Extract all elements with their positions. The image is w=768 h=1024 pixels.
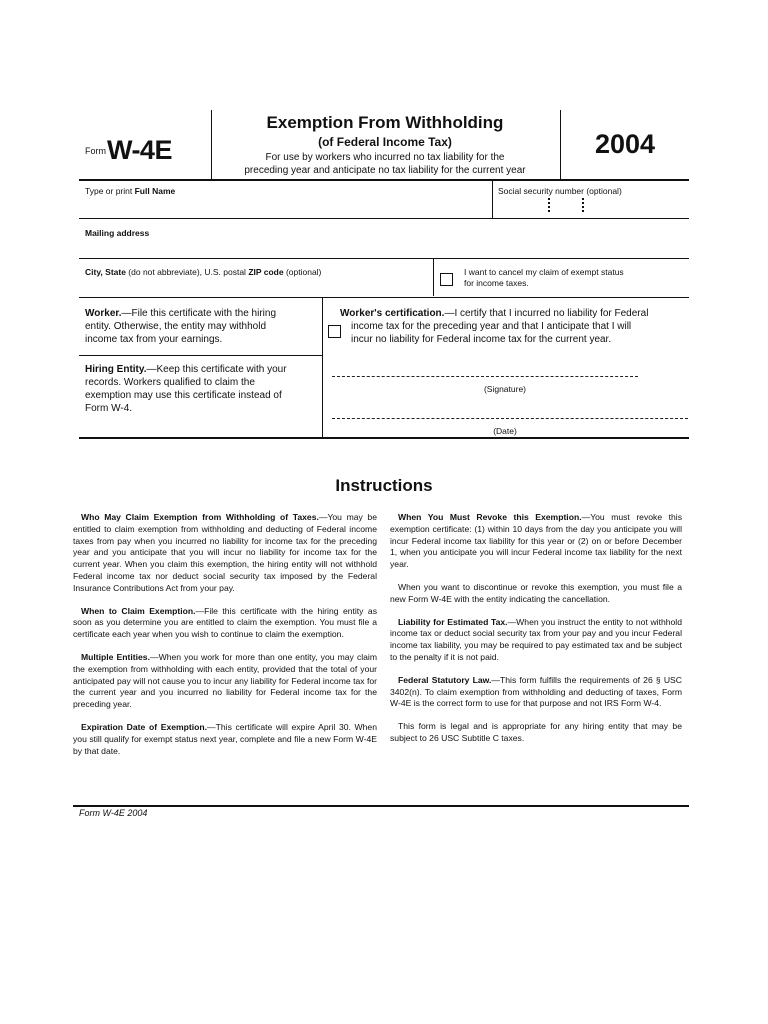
full-name-field[interactable] — [79, 181, 492, 218]
instruction-paragraph — [73, 606, 377, 641]
row-rule — [79, 297, 689, 298]
instruction-lead: When You Must Revoke this Exemption. — [398, 512, 582, 522]
date-line — [332, 418, 688, 419]
zip-code-label: ZIP code — [248, 267, 284, 277]
form-year: 2004 — [594, 129, 656, 159]
instruction-lead: Multiple Entities. — [81, 651, 150, 662]
signature-field[interactable] — [332, 360, 638, 376]
certification-divider — [322, 298, 323, 438]
ssn-separator — [582, 198, 584, 212]
form-title: Exemption From Withholding — [266, 113, 504, 132]
instruction-paragraph — [73, 652, 377, 711]
city-label-end: (optional) — [283, 267, 322, 277]
date-field[interactable] — [332, 402, 688, 418]
worker-instructions — [85, 307, 321, 346]
instruction-text: —You may be entitled to claim exemption from withholding and deducting of Federal income taxes from pay when you incurred no liability for income tax for the preceding year and you anticipate that you will incur no liability for income tax for the current year. When you claim this exemption, the hiring entity will not withhold Federal income tax nor deduct social security tax imposed by the Federal Insurance Contributions Act from your pay. — [73, 512, 377, 593]
instruction-text: When you want to discontinue or revoke this exemption, you must file a new Form W-4E with the entity indicating the cancellation. — [390, 581, 682, 604]
instruction-lead: Federal Statutory Law. — [398, 674, 492, 685]
form-label: Form — [85, 146, 106, 156]
worker-line: entity. Otherwise, the entity may withhold — [85, 321, 267, 332]
certification-line — [340, 307, 686, 320]
hiring-heading: Hiring Entity. — [85, 364, 147, 375]
form-bottom-rule — [79, 437, 689, 439]
instruction-text: —When you work for more than one entity, you may claim the exemption from withholding with each entity, provided that the total of your anticipated pay will not cause you to incur any liability for Federal income tax for the current year and you incurred no liability for Federal income tax for the preceding year. — [73, 651, 377, 710]
city-label-middle: (do not abbreviate), U.S. postal — [125, 267, 249, 277]
worker-separator — [79, 355, 322, 356]
cancel-exempt-label — [464, 267, 624, 289]
form-number: W-4E — [107, 135, 172, 165]
hiring-line: exemption may use this certificate instead of — [85, 390, 282, 401]
hiring-line-text: —Keep this certificate with your — [146, 364, 287, 375]
worker-heading: Worker. — [85, 308, 122, 319]
cancel-divider — [433, 259, 434, 296]
instructions-left-column — [73, 512, 377, 768]
hiring-line: records. Workers qualified to claim the — [85, 377, 255, 388]
worker-line-text: —File this certificate with the hiring — [121, 308, 277, 319]
worker-line: income tax from your earnings. — [85, 334, 223, 345]
certification-heading: Worker's certification. — [340, 308, 445, 319]
description-line: For use by workers who incurred no tax liability for the — [265, 152, 505, 163]
ssn-label: Social security number (optional) — [498, 186, 622, 196]
certification-line-text: —I certify that I incurred no liability for Federal — [444, 308, 649, 319]
certification-line: incur no liability for Federal income tax for the current year. — [351, 334, 612, 345]
instruction-text: —File this certificate with the hiring entity as soon as you determine you are entitled to claim the exemption. You must file a certificate each year when you wish to continue to claim the exemption. — [73, 605, 377, 640]
date-label: (Date) — [493, 426, 517, 436]
description-line: preceding year and anticipate no tax liability for the current year — [244, 165, 526, 176]
form-description — [212, 151, 558, 177]
hiring-entity-instructions — [85, 363, 321, 415]
instruction-paragraph — [390, 617, 682, 664]
ssn-separator — [548, 198, 550, 212]
footer-form-id: Form W-4E 2004 — [79, 808, 148, 818]
cancel-label-line: for income taxes. — [464, 278, 529, 288]
instruction-paragraph — [390, 721, 682, 745]
instructions-heading: Instructions — [335, 476, 433, 495]
certification-text — [340, 307, 686, 346]
instruction-paragraph — [73, 722, 377, 757]
ssn-field[interactable] — [493, 196, 689, 218]
instruction-text: —You must revoke this exemption certificate: (1) within 10 days from the day you anticipate you will incur Federal income tax liability for this year or (2) on or before December 1, when you anticipate you will incur Federal income tax liability for the next year. — [390, 512, 682, 570]
full-name-label-prefix: Type or print — [85, 186, 135, 196]
instruction-paragraph — [390, 582, 682, 606]
hiring-line — [85, 363, 321, 376]
instruction-lead: Who May Claim Exemption from Withholding of Taxes. — [81, 512, 319, 522]
signature-label: (Signature) — [483, 384, 527, 394]
cancel-exempt-checkbox[interactable] — [440, 273, 453, 286]
certification-checkbox[interactable] — [328, 325, 341, 338]
signature-line — [332, 376, 638, 377]
certification-line: income tax for the preceding year and that I anticipate that I will — [351, 321, 632, 332]
instruction-paragraph — [390, 675, 682, 710]
worker-line — [85, 307, 321, 320]
mailing-address-field[interactable] — [79, 219, 689, 257]
form-subtitle: (of Federal Income Tax) — [318, 135, 452, 149]
cancel-label-line: I want to cancel my claim of exempt status — [464, 267, 624, 277]
instructions-right-column — [390, 512, 682, 756]
full-name-label-bold: Full Name — [134, 186, 176, 196]
instruction-text: This form is legal and is appropriate for any hiring entity that may be subject to 26 USC Subtitle C taxes. — [390, 721, 682, 743]
instruction-paragraph — [73, 512, 377, 595]
instruction-lead: Expiration Date of Exemption. — [81, 721, 208, 732]
instruction-lead: When to Claim Exemption. — [81, 605, 196, 616]
instruction-text: —This form fulfills the requirements of 26 § USC 3402(n). To claim exemption from withholding and deducting of taxes, Form W-4E is the correct form to use for that purpose and not IRS Form W-4. — [390, 674, 682, 709]
hiring-line: Form W-4. — [85, 403, 133, 414]
instruction-text: —This certificate will expire April 30. When you still qualify for exempt status next year, complete and file a new Form W-4E by that date. — [73, 721, 377, 756]
footer-rule — [73, 805, 689, 807]
mailing-address-label: Mailing address — [85, 228, 150, 238]
instruction-paragraph — [390, 512, 682, 571]
instruction-lead: Liability for Estimated Tax. — [398, 616, 508, 627]
instruction-text: —When you instruct the entity to not withhold income tax or deduct social security tax from your pay and you incur Federal income tax liability, you may be required to pay estimated tax and be subject to the penalty if it is not paid. — [390, 616, 682, 662]
city-state-label: City, State — [85, 267, 126, 277]
city-state-zip-field[interactable] — [79, 259, 432, 296]
